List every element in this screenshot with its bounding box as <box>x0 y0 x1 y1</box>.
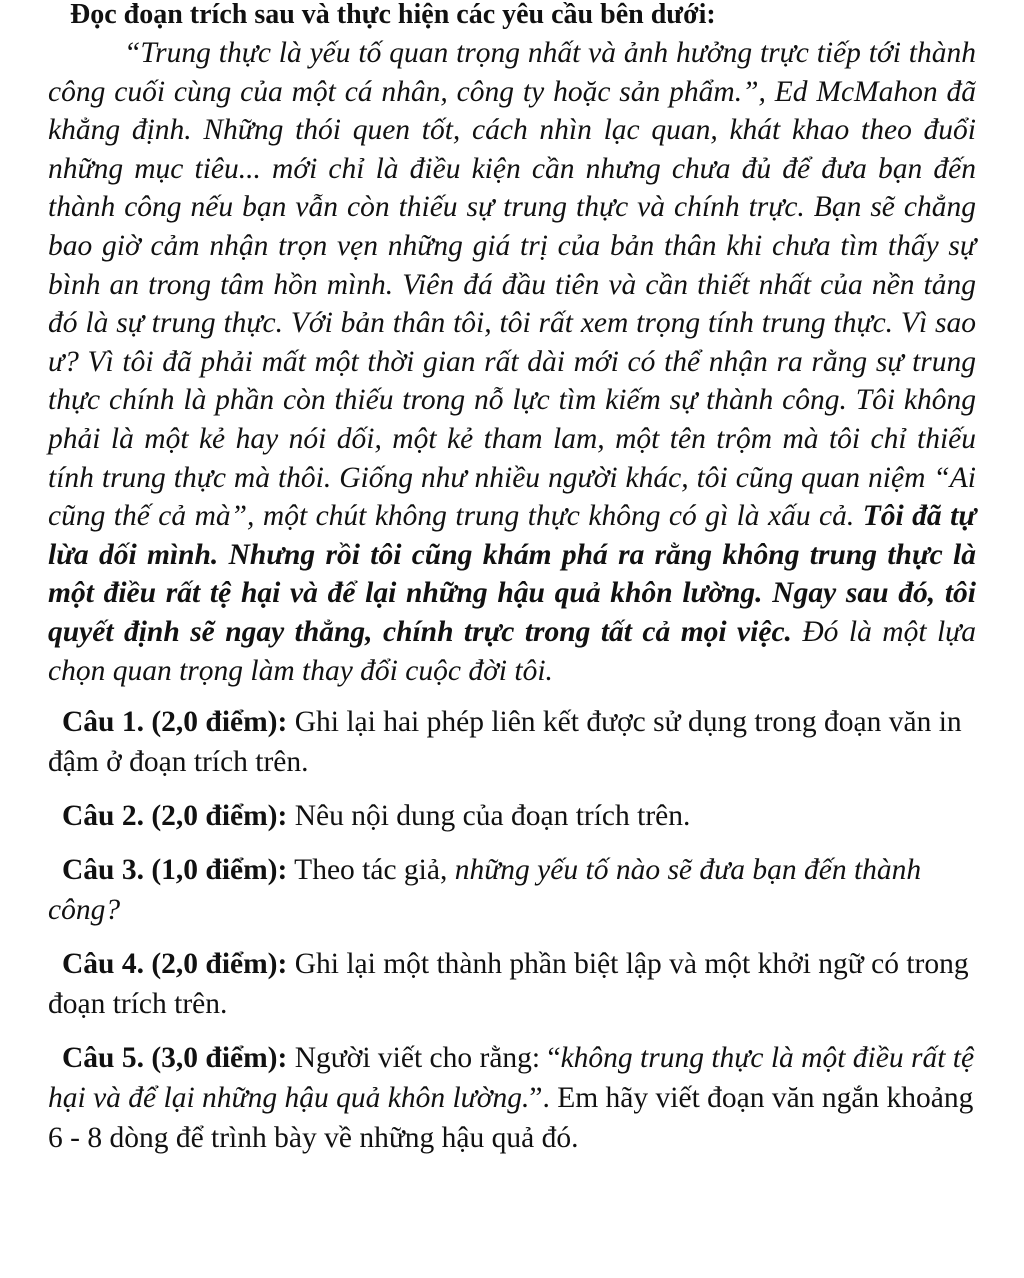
reading-passage <box>48 34 976 690</box>
question-2-text: Nêu nội dung của đoạn trích trên. <box>294 800 691 833</box>
question-5-italic-quote: không trung thực là một điều rất tệ hại và để lại những hậu quả khôn lường. <box>48 1042 975 1115</box>
question-5-text: Người viết cho rằng: “ <box>294 1042 561 1075</box>
question-3-italic-text: những yếu tố nào sẽ đưa bạn đến thành công? <box>48 854 922 927</box>
question-2-label: Câu 2. (2,0 điểm): <box>62 800 288 833</box>
question-1-text: Ghi lại hai phép liên kết được sử dụng trong đoạn văn in đậm ở đoạn trích trên. <box>48 706 962 779</box>
question-list <box>48 702 976 1158</box>
question-4-text: Ghi lại một thành phần biệt lập và một khởi ngữ có trong đoạn trích trên. <box>48 948 969 1021</box>
question-5-text-after: ”. Em hãy viết đoạn văn ngắn khoảng 6 - 8 dòng để trình bày về những hậu quả đó. <box>48 1082 974 1155</box>
question-1 <box>48 702 976 782</box>
question-4 <box>48 944 976 1024</box>
question-2 <box>48 796 976 836</box>
passage-ending-text: Đó là một lựa chọn quan trọng làm thay đổi cuộc đời tôi. <box>48 615 976 687</box>
question-5 <box>48 1038 976 1158</box>
question-1-label: Câu 1. (2,0 điểm): <box>62 706 288 739</box>
question-3 <box>48 850 976 930</box>
question-5-label: Câu 5. (3,0 điểm): <box>62 1042 288 1075</box>
question-3-text: Theo tác giả, <box>294 854 448 887</box>
instruction-heading: Đọc đoạn trích sau và thực hiện các yêu cầu bên dưới: <box>70 0 716 30</box>
passage-normal-text: “Trung thực là yếu tố quan trọng nhất và ảnh hưởng trực tiếp tới thành công cuối cùng của một cá nhân, công ty hoặc sản phẩm.”, Ed McMahon đã khẳng định. Những thói quen tốt, cách nhìn lạc quan, khát khao theo đuổi những mục tiêu... mới chỉ là điều kiện cần nhưng chưa đủ để đưa bạn đến thành công nếu bạn vẫn còn thiếu sự trung thực và chính trực. Bạn sẽ chẳng bao giờ cảm nhận trọn vẹn những giá trị của bản thân khi chưa tìm thấy sự bình an trong tâm hồn mình. Viên đá đầu tiên và cần thiết nhất của nền tảng đó là sự trung thực. Với bản thân tôi, tôi rất xem trọng tính trung thực. Vì sao ư? Vì tôi đã phải mất một thời gian rất dài mới có thể nhận ra rằng sự trung thực chính là phần còn thiếu trong nỗ lực tìm kiếm sự thành công. Tôi không phải là một kẻ hay nói dối, một kẻ tham lam, một tên trộm mà tôi chỉ thiếu tính trung thực mà thôi. Giống như nhiều người khác, tôi cũng quan niệm “Ai cũng thế cả mà”, một chút không trung thực không có gì là xấu cả. <box>48 37 976 533</box>
passage-bold-text: Tôi đã tự lừa dối mình. Nhưng rồi tôi cũng khám phá ra rằng không trung thực là một điều rất tệ hại và để lại những hậu quả khôn lường. Ngay sau đó, tôi quyết định sẽ ngay thẳng, chính trực trong tất cả mọi việc. <box>48 500 976 648</box>
question-4-label: Câu 4. (2,0 điểm): <box>62 948 288 981</box>
question-3-label: Câu 3. (1,0 điểm): <box>62 854 288 887</box>
